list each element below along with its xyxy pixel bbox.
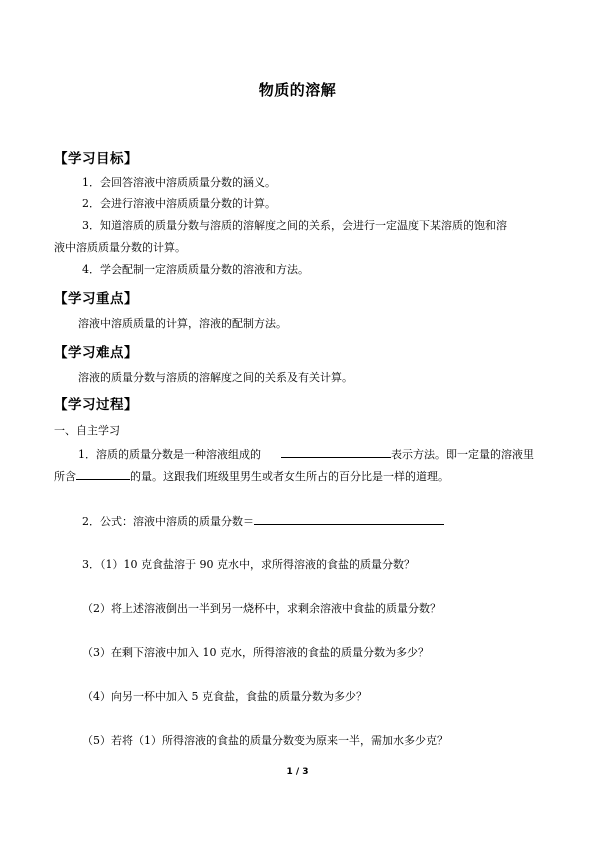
objective-item-2: 2．会进行溶液中溶质质量分数的计算。 — [82, 197, 276, 210]
difficulties-heading: 【学习难点】 — [54, 345, 138, 361]
question-3-1: 3．（1）10 克食盐溶于 90 克水中，求所得溶液的食盐的质量分数？ — [82, 558, 415, 571]
question-1-part-a: 1．溶质的质量分数是一种溶液组成的 — [78, 448, 261, 461]
question-1-part-c: 所含 — [54, 470, 76, 483]
question-3-4: （4）向另一杯中加入 5 克食盐，食盐的质量分数为多少？ — [82, 690, 367, 703]
question-3-3: （3）在剩下溶液中加入 10 克水，所得溶液的食盐的质量分数为多少？ — [82, 646, 429, 659]
key-points-heading: 【学习重点】 — [54, 291, 138, 307]
question-2-line — [82, 513, 444, 529]
objective-item-3-cont: 液中溶质质量分数的计算。 — [54, 241, 186, 254]
question-3-2: （2）将上述溶液倒出一半到另一烧杯中，求剩余溶液中食盐的质量分数？ — [82, 602, 441, 615]
question-2-text: 2．公式：溶液中溶质的质量分数＝ — [82, 515, 254, 528]
fill-blank-1[interactable] — [281, 446, 391, 458]
page-number: 1 / 3 — [286, 767, 309, 777]
question-3-5: （5）若将（1）所得溶液的食盐的质量分数变为原来一半，需加水多少克？ — [82, 734, 448, 747]
question-1-part-d: 的量。这跟我们班级里男生或者女生所占的百分比是一样的道理。 — [130, 470, 449, 483]
objective-item-4: 4．学会配制一定溶质质量分数的溶液和方法。 — [82, 263, 309, 276]
question-1-line-2 — [54, 468, 449, 484]
difficulties-text: 溶液的质量分数与溶质的溶解度之间的关系及有关计算。 — [78, 371, 353, 384]
question-1-part-b: 表示方法。即一定量的溶液里 — [391, 448, 534, 461]
objective-item-3: 3．知道溶质的质量分数与溶质的溶解度之间的关系，会进行一定温度下某溶质的饱和溶 — [82, 219, 507, 232]
page-title: 物质的溶解 — [258, 81, 337, 99]
fill-blank-formula[interactable] — [254, 513, 444, 525]
process-heading: 【学习过程】 — [54, 397, 138, 413]
section-self-study: 一、自主学习 — [54, 424, 120, 437]
objectives-heading: 【学习目标】 — [54, 151, 138, 167]
key-points-text: 溶液中溶质质量的计算，溶液的配制方法。 — [78, 317, 287, 330]
fill-blank-2[interactable] — [76, 468, 130, 480]
objective-item-1: 1．会回答溶液中溶质质量分数的涵义。 — [82, 176, 276, 189]
question-1-line-1 — [78, 446, 534, 462]
